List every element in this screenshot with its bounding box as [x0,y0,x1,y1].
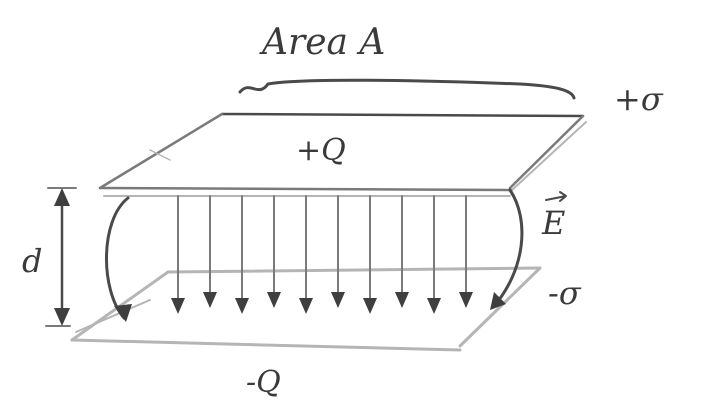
fringe-field-left [106,198,132,322]
field-line-arrowhead [267,292,281,308]
top-charge-label: +Q [296,133,346,168]
area-brace [240,80,574,98]
bottom-density-label: -σ [548,274,581,312]
top-density-label: +σ [614,80,663,118]
field-line-arrowhead [459,292,473,308]
field-label: E [542,204,566,242]
field-lines [171,196,473,314]
field-line-arrowhead [171,298,185,314]
field-line-arrowhead [331,292,345,308]
separation-arrow [46,188,76,326]
field-line-arrowhead [427,298,441,314]
field-line-arrowhead [299,298,313,314]
field-line-arrowhead [235,298,249,314]
field-line-arrowhead [203,292,217,308]
bottom-charge-label: -Q [246,365,281,400]
field-line-arrowhead [363,298,377,314]
area-label: Area A [262,22,386,63]
field-line-arrowhead [395,292,409,308]
field-vector-arrow [546,192,566,201]
separation-label: d [22,242,43,280]
